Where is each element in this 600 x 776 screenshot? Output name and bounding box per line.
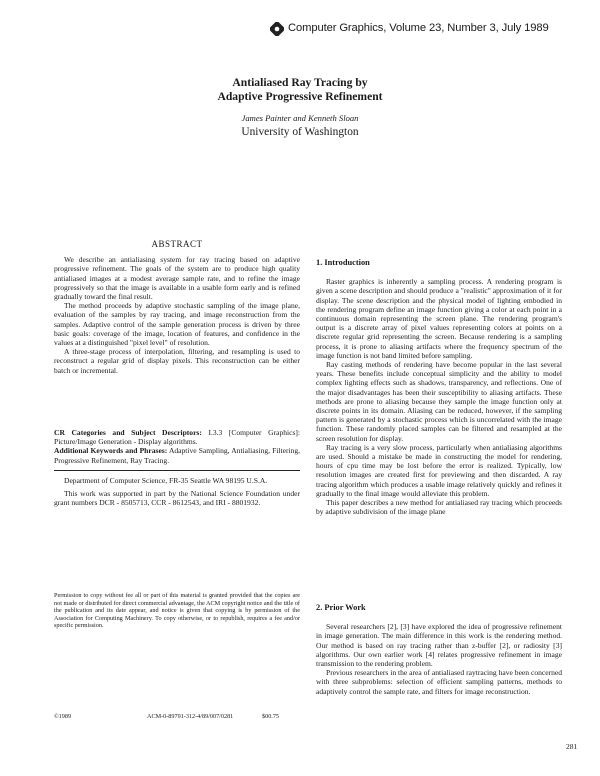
paper-title-line1: Antialiased Ray Tracing by [232,76,368,89]
page-number: 281 [566,742,578,751]
abstract-section [54,240,300,375]
cr-label: CR Categories and Subject Descriptors: [54,428,202,437]
intro-p1: Raster graphics is inherently a sampling process. A rendering program is given a scene description and should produce a "realistic" approximation of it for display. The scene description and the physical model of lighting embodied in the rendering program define an image function giving a color at each point in a continuous domain representing the screen plane. The rendering program's output is a discrete array of pixel values representing colors at points on a discrete regular grid representing the screen. Because rendering is a sampling process, it is prone to aliasing artifacts where the frequency spectrum of the image function is not band limited before sampling. [316,277,562,360]
copyright-year: ©1989 [54,713,72,720]
support-footnote: This work was supported in part by the National Science Foundation under grant numbers DCR - 8505713, CCR - 8612543, and IRI - 8801932. [54,489,300,508]
abstract-p2: The method proceeds by adaptive stochastic sampling of the image plane, evaluation of the samples by ray tracing, and image reconstruction from the samples. Adaptive control of the sample generation process is driven by three basic goals: coverage of the image, location of features, and confidence in the values at a distinguished "pixel level" of resolution. [54,301,300,348]
introduction-heading: 1. Introduction [316,258,370,267]
cr-categories [54,428,300,446]
footnote-rule [54,470,300,471]
intro-p4: This paper describes a new method for antialiased ray tracing which proceeds by adaptive subdivision of the image plane [316,498,562,517]
additional-text: Adaptive Sampling, Antialiasing, Filtering, Progressive Refinement, Ray Tracing. [54,446,300,465]
affiliation: University of Washington [241,126,359,138]
isbn-line: ACM-0-89791-312-4/89/007/0281 [147,713,234,720]
intro-p3: Ray tracing is a very slow process, particularly when antialiasing algorithms are used. Should a mistake be made in constructing the model for rendering, hours of cpu time may be lost before the error is realized. Typically, low resolution images are created first for previewing and then discarded. A ray tracing algorithm which produces a usable image relatively quickly and refines it gradually to the final image would alleviate this problem. [316,442,562,498]
paper-title-line2: Adaptive Progressive Refinement [217,90,383,103]
prior-p2: Previous researchers in the area of antialiased raytracing have been concerned with three subproblems: selection of efficient sampling patterns, methods to adaptively control the sample rate, and filters for image reconstruction. [316,668,562,696]
abstract-heading: ABSTRACT [151,239,203,249]
siggraph-logo-icon [270,22,284,36]
footnote-section [54,476,300,508]
additional-keywords [54,446,300,464]
keywords-section [54,428,300,465]
department-footnote: Department of Computer Science, FR-35 Seattle WA 98195 U.S.A. [64,476,268,485]
permission-notice: Permission to copy without fee all or part of this material is granted provided that the copies are not made or distributed for direct commercial advantage, the ACM copyright notice and the title of the publication and its date appear, and notice is given that copying is by permission of the Association for Computing Machinery. To copy otherwise, or to republish, requires a fee and/or specific permission. [54,592,300,630]
abstract-p3: A three-stage process of interpolation, filtering, and resampling is used to reconstruct a regular grid of display pixels. This reconstruction can be either batch or incremental. [54,347,300,375]
price-line: $00.75 [262,713,280,720]
additional-label: Additional Keywords and Phrases: [54,446,168,456]
prior-p1: Several researchers [2], [3] have explored the idea of progressive refinement in image generation. The main difference in this work is the rendering method. Our method is based on ray tracing rather than z-buffer [2], or radiosity [3] algorithms. Our own earlier work [4] relates progressive refinement in image transmission to the rendering problem. [316,622,562,669]
introduction-section [316,258,562,516]
intro-p2: Ray casting methods of rendering have become popular in the last several years. These benefits include conceptual simplicity and the ability to model complex lighting effects such as shadows, transparency, and reflections. One of the major disadvantages has been their susceptibility to aliasing artifacts. These methods are prone to aliasing because they sample the image function only at discrete points in its domain. Aliasing can be reduced, however, if the sampling pattern is generated by a stochastic process which is uncorrelated with the image function. These randomly placed samples can be filtered and resampled at the screen resolution for display. [316,360,562,443]
authors: James Painter and Kenneth Sloan [241,113,359,123]
abstract-p1: We describe an antialiasing system for ray tracing based on adaptive progressive refinement. The goals of the system are to produce high quality antialiased images at a modest average sample rate, and to refine the image progressively so that the image is available in a usable form early and is refined gradually toward the final result. [54,255,300,302]
prior-work-section [316,603,562,696]
prior-work-heading: 2. Prior Work [316,603,366,612]
cr-text: I.3.3 [Computer Graphics]: Picture/Image Generation - Display algorithms. [54,428,300,447]
journal-header: Computer Graphics, Volume 23, Number 3, July 1989 [288,22,549,34]
